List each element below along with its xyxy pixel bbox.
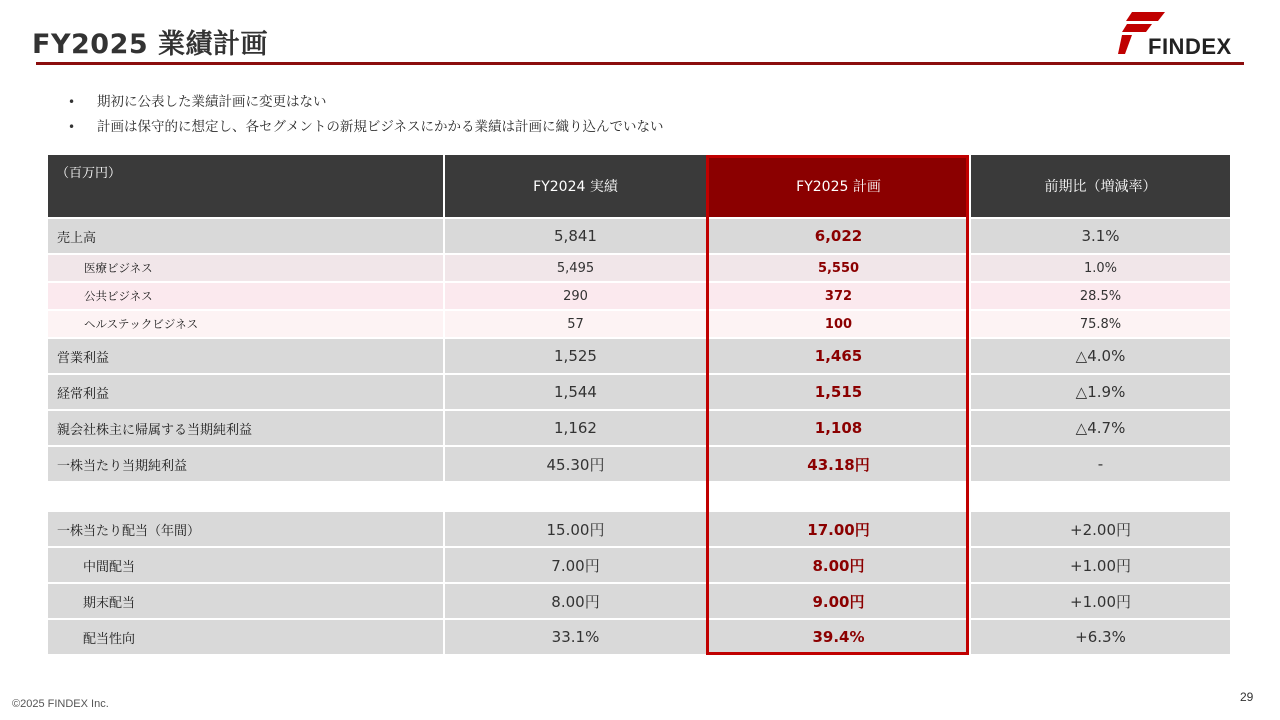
table-row-year-end-dividend	[48, 583, 1231, 619]
change-value: 3.1%	[970, 218, 1231, 254]
fy2025-value: 1,465	[707, 338, 970, 374]
bullet-item	[66, 117, 663, 142]
fy2024-value: 5,495	[444, 254, 707, 282]
table-header-row	[48, 155, 1231, 218]
column-header-fy2024-actual: FY2024 実績	[444, 155, 707, 218]
table-row-annual-dividend	[48, 511, 1231, 547]
table-row-net-sales	[48, 218, 1231, 254]
table-spacer-row	[48, 482, 1231, 511]
change-value: 75.8%	[970, 310, 1231, 338]
fy2025-value: 43.18円	[707, 446, 970, 482]
fy2025-value: 39.4%	[707, 619, 970, 655]
row-label: 営業利益	[48, 338, 444, 374]
fy2024-value: 290	[444, 282, 707, 310]
fy2024-value: 33.1%	[444, 619, 707, 655]
fy2025-value: 9.00円	[707, 583, 970, 619]
fy2024-value: 7.00円	[444, 547, 707, 583]
fy2025-value: 17.00円	[707, 511, 970, 547]
bullet-marker: •	[68, 95, 76, 109]
change-value: +1.00円	[970, 547, 1231, 583]
fy2024-value: 57	[444, 310, 707, 338]
table-row-ordinary-income	[48, 374, 1231, 410]
bullet-list	[66, 92, 663, 142]
row-label: 経常利益	[48, 374, 444, 410]
findex-logo	[1114, 10, 1248, 58]
change-value: △4.0%	[970, 338, 1231, 374]
logo-wordmark: FINDEX	[1148, 34, 1232, 59]
unit-label: （百万円）	[48, 155, 444, 218]
fy2024-value: 45.30円	[444, 446, 707, 482]
row-label: 親会社株主に帰属する当期純利益	[48, 410, 444, 446]
change-value: +2.00円	[970, 511, 1231, 547]
fy2025-value: 1,108	[707, 410, 970, 446]
fy2024-value: 1,162	[444, 410, 707, 446]
row-label: 売上高	[48, 218, 444, 254]
fy2024-value: 8.00円	[444, 583, 707, 619]
bullet-text: 期初に公表した業績計画に変更はない	[97, 94, 327, 110]
fy2024-value: 1,525	[444, 338, 707, 374]
performance-plan-table	[48, 155, 1232, 656]
row-label: 配当性向	[48, 619, 444, 655]
row-label: 医療ビジネス	[48, 254, 444, 282]
fy2025-value: 1,515	[707, 374, 970, 410]
table-row-interim-dividend	[48, 547, 1231, 583]
column-header-yoy-change: 前期比（増減率）	[970, 155, 1231, 218]
table-row-operating-income	[48, 338, 1231, 374]
title-divider	[36, 62, 1244, 65]
row-label: 期末配当	[48, 583, 444, 619]
fy2025-value: 8.00円	[707, 547, 970, 583]
table-row-eps	[48, 446, 1231, 482]
bullet-text: 計画は保守的に想定し、各セグメントの新規ビジネスにかかる業績は計画に織り込んでいない	[97, 119, 664, 135]
change-value: 28.5%	[970, 282, 1231, 310]
change-value: △1.9%	[970, 374, 1231, 410]
change-value: △4.7%	[970, 410, 1231, 446]
fy2025-value: 100	[707, 310, 970, 338]
change-value: +1.00円	[970, 583, 1231, 619]
fy2025-value: 372	[707, 282, 970, 310]
fy2024-value: 5,841	[444, 218, 707, 254]
change-value: +6.3%	[970, 619, 1231, 655]
row-label: 中間配当	[48, 547, 444, 583]
row-label: 一株当たり当期純利益	[48, 446, 444, 482]
bullet-marker: •	[68, 120, 76, 134]
page-number: 29	[1240, 690, 1254, 704]
change-value: -	[970, 446, 1231, 482]
change-value: 1.0%	[970, 254, 1231, 282]
table-row-public-business	[48, 282, 1231, 310]
table-row-healthtech-business	[48, 310, 1231, 338]
row-label: 公共ビジネス	[48, 282, 444, 310]
row-label: ヘルステックビジネス	[48, 310, 444, 338]
fy2025-value: 5,550	[707, 254, 970, 282]
table-row-payout-ratio	[48, 619, 1231, 655]
table-row-medical-business	[48, 254, 1231, 282]
fy2025-value: 6,022	[707, 218, 970, 254]
column-header-fy2025-plan: FY2025 計画	[707, 155, 970, 218]
row-label: 一株当たり配当（年間）	[48, 511, 444, 547]
copyright-text: ©2025 FINDEX Inc.	[12, 698, 109, 710]
fy2024-value: 15.00円	[444, 511, 707, 547]
bullet-item	[66, 92, 663, 117]
fy2024-value: 1,544	[444, 374, 707, 410]
page-title: FY2025 業績計画	[32, 29, 269, 60]
table-row-net-income	[48, 410, 1231, 446]
